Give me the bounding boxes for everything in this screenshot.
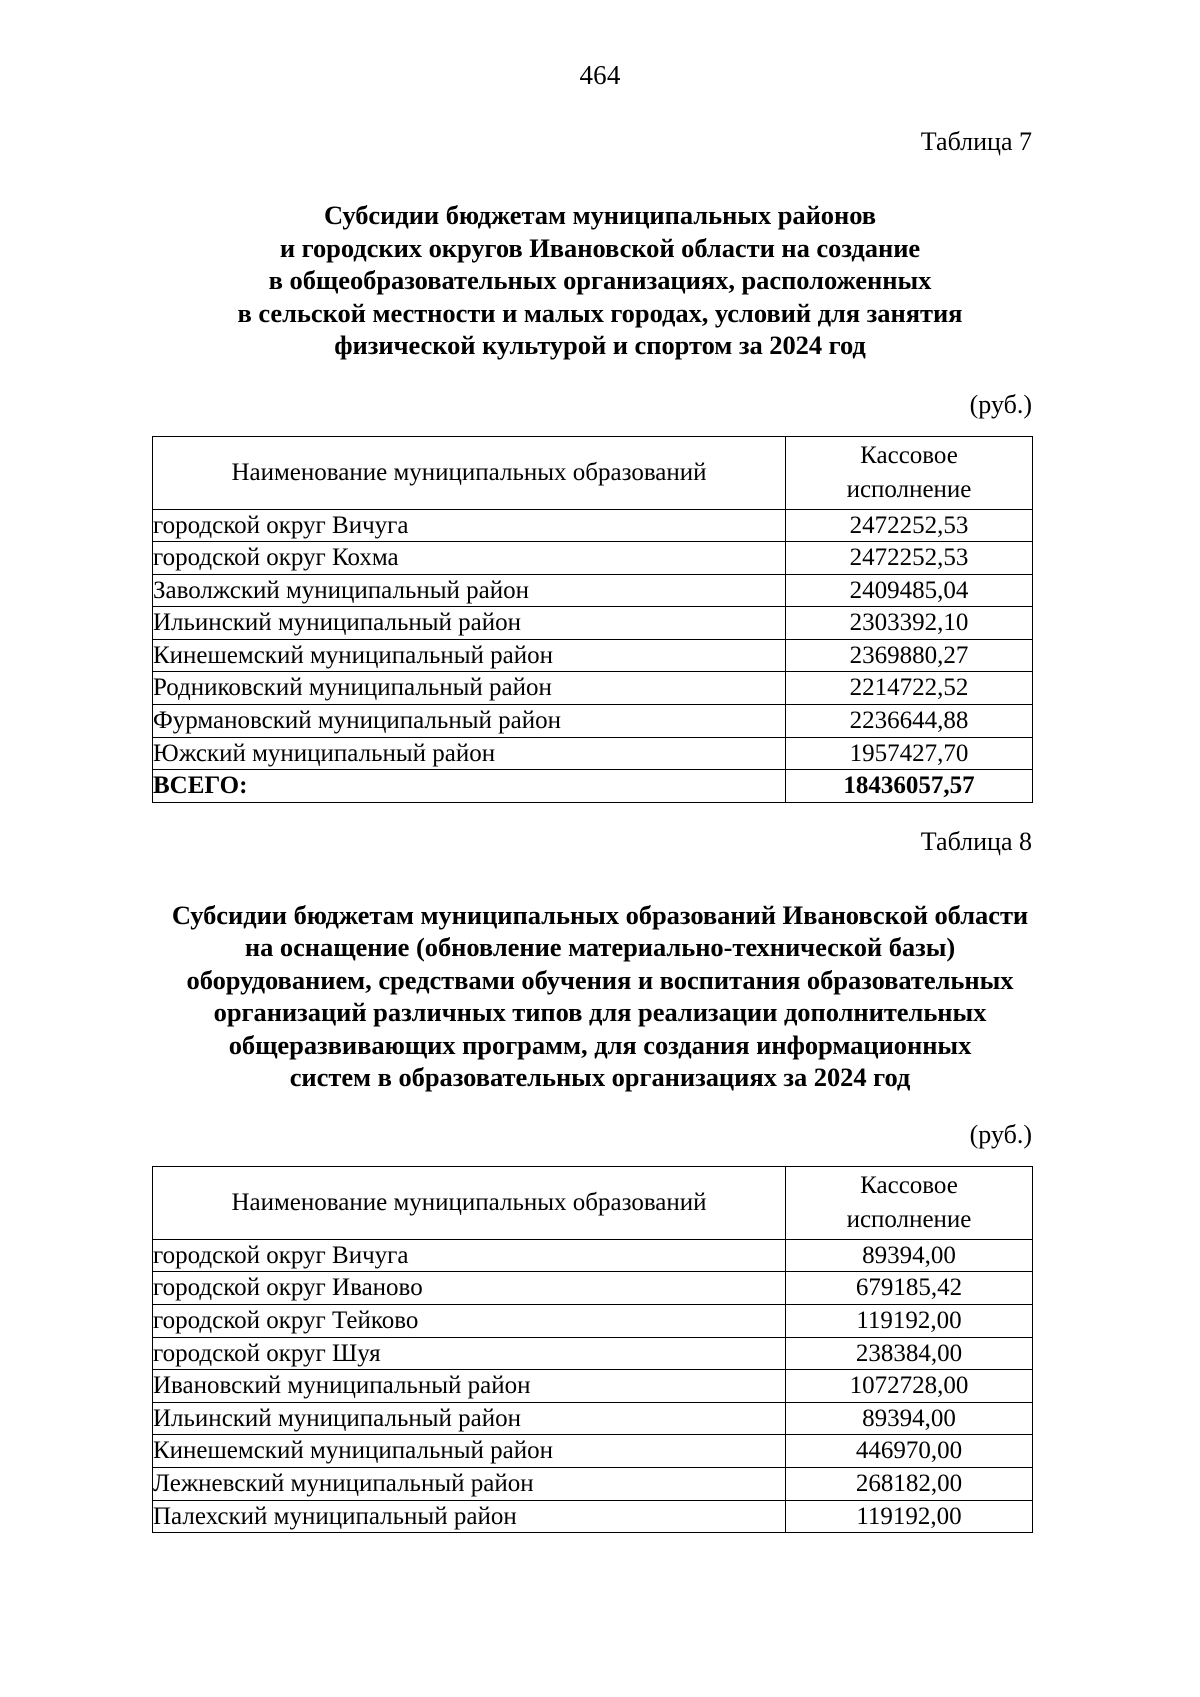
row-value: 238384,00 (786, 1337, 1033, 1370)
table-row (153, 509, 1033, 542)
row-value: 1957427,70 (786, 737, 1033, 770)
row-value: 446970,00 (786, 1435, 1033, 1468)
column-header-value-line2: исполнение (846, 475, 972, 503)
row-name: городской округ Шуя (153, 1337, 786, 1370)
row-value: 679185,42 (786, 1272, 1033, 1305)
table-row (153, 1337, 1033, 1370)
row-name: Кинешемский муниципальный район (153, 1435, 786, 1468)
row-name: городской округ Иваново (153, 1272, 786, 1305)
title-line: и городских округов Ивановской области на создание (279, 232, 921, 263)
table-row (153, 1500, 1033, 1533)
table-row (153, 574, 1033, 607)
row-value: 2369880,27 (786, 639, 1033, 672)
table-row (153, 705, 1033, 738)
row-name: Родниковский муниципальный район (153, 672, 786, 705)
page-number: 464 (579, 60, 621, 90)
total-label: ВСЕГО: (153, 770, 786, 803)
column-header-value-line1: Кассовое (860, 1171, 958, 1199)
table-row (153, 1272, 1033, 1305)
table-8-units: (руб.) (969, 1119, 1032, 1149)
row-value: 89394,00 (786, 1239, 1033, 1272)
title-line: физической культурой и спортом за 2024 год (334, 330, 866, 360)
row-name: Фурмановский муниципальный район (153, 705, 786, 738)
row-name: Кинешемский муниципальный район (153, 639, 786, 672)
table-row (153, 542, 1033, 575)
table-row (153, 1370, 1033, 1403)
row-value: 119192,00 (786, 1305, 1033, 1338)
row-name: Ильинский муниципальный район (153, 1402, 786, 1435)
table-8-label: Таблица 8 (920, 826, 1032, 856)
column-header-name: Наименование муниципальных образований (153, 1166, 786, 1239)
row-value: 119192,00 (786, 1500, 1033, 1533)
row-name: Лежневский муниципальный район (153, 1468, 786, 1501)
row-name: Ильинский муниципальный район (153, 607, 786, 640)
spacer (0, 155, 1200, 199)
table-7 (152, 436, 1033, 803)
table-row (153, 1239, 1033, 1272)
table-8-title (0, 899, 1200, 1094)
spacer (0, 855, 1200, 899)
column-header-value-line1: Кассовое (860, 441, 958, 469)
row-name: городской округ Вичуга (153, 1239, 786, 1272)
row-name: Ивановский муниципальный район (153, 1370, 786, 1403)
column-header-value (786, 436, 1033, 509)
table-row (153, 1435, 1033, 1468)
row-value: 2214722,52 (786, 672, 1033, 705)
table-row (153, 639, 1033, 672)
row-value: 2409485,04 (786, 574, 1033, 607)
table-7-units: (руб.) (969, 389, 1032, 419)
row-name: городской округ Кохма (153, 542, 786, 575)
table-7-title (0, 199, 1200, 362)
row-value: 2472252,53 (786, 542, 1033, 575)
row-name: Южский муниципальный район (153, 737, 786, 770)
row-value: 1072728,00 (786, 1370, 1033, 1403)
title-line: в сельской местности и малых городах, условий для занятия (237, 297, 963, 328)
table-7-label: Таблица 7 (920, 127, 1032, 156)
spacer (0, 1148, 1200, 1166)
title-line: Субсидии бюджетам муниципальных районов (323, 200, 877, 230)
title-line: организаций различных типов для реализации дополнительных (213, 997, 987, 1028)
spacer (0, 803, 1200, 829)
row-value: 268182,00 (786, 1468, 1033, 1501)
table-row (153, 1402, 1033, 1435)
total-value: 18436057,57 (786, 770, 1033, 803)
row-name: городской округ Вичуга (153, 509, 786, 542)
table-8 (152, 1166, 1033, 1533)
table-header-row (153, 436, 1033, 509)
spacer (0, 362, 1200, 392)
column-header-value-line2: исполнение (846, 1205, 972, 1233)
column-header-value (786, 1166, 1033, 1239)
row-name: Заволжский муниципальный район (153, 574, 786, 607)
row-value: 89394,00 (786, 1402, 1033, 1435)
table-row (153, 607, 1033, 640)
row-value: 2303392,10 (786, 607, 1033, 640)
table-row (153, 1305, 1033, 1338)
spacer (0, 1094, 1200, 1122)
table-header-row (153, 1166, 1033, 1239)
row-name: городской округ Тейково (153, 1305, 786, 1338)
title-line: оборудованием, средствами обучения и воспитания образовательных (186, 964, 1014, 995)
table-row (153, 672, 1033, 705)
row-value: 2472252,53 (786, 509, 1033, 542)
title-line: в общеобразовательных организациях, расположенных (268, 265, 932, 295)
column-header-name: Наименование муниципальных образований (153, 436, 786, 509)
table-total-row (153, 770, 1033, 803)
row-value: 2236644,88 (786, 705, 1033, 738)
title-line: Субсидии бюджетам муниципальных образований Ивановской области (171, 899, 1029, 930)
table-row (153, 737, 1033, 770)
spacer (0, 89, 1200, 129)
title-line: систем в образовательных организациях за 2024 год (289, 1062, 911, 1093)
row-name: Палехский муниципальный район (153, 1500, 786, 1533)
title-line: на оснащение (обновление материально-технической базы) (244, 932, 956, 963)
table-row (153, 1468, 1033, 1501)
title-line: общеразвивающих программ, для создания информационных (228, 1029, 972, 1060)
spacer (0, 418, 1200, 436)
